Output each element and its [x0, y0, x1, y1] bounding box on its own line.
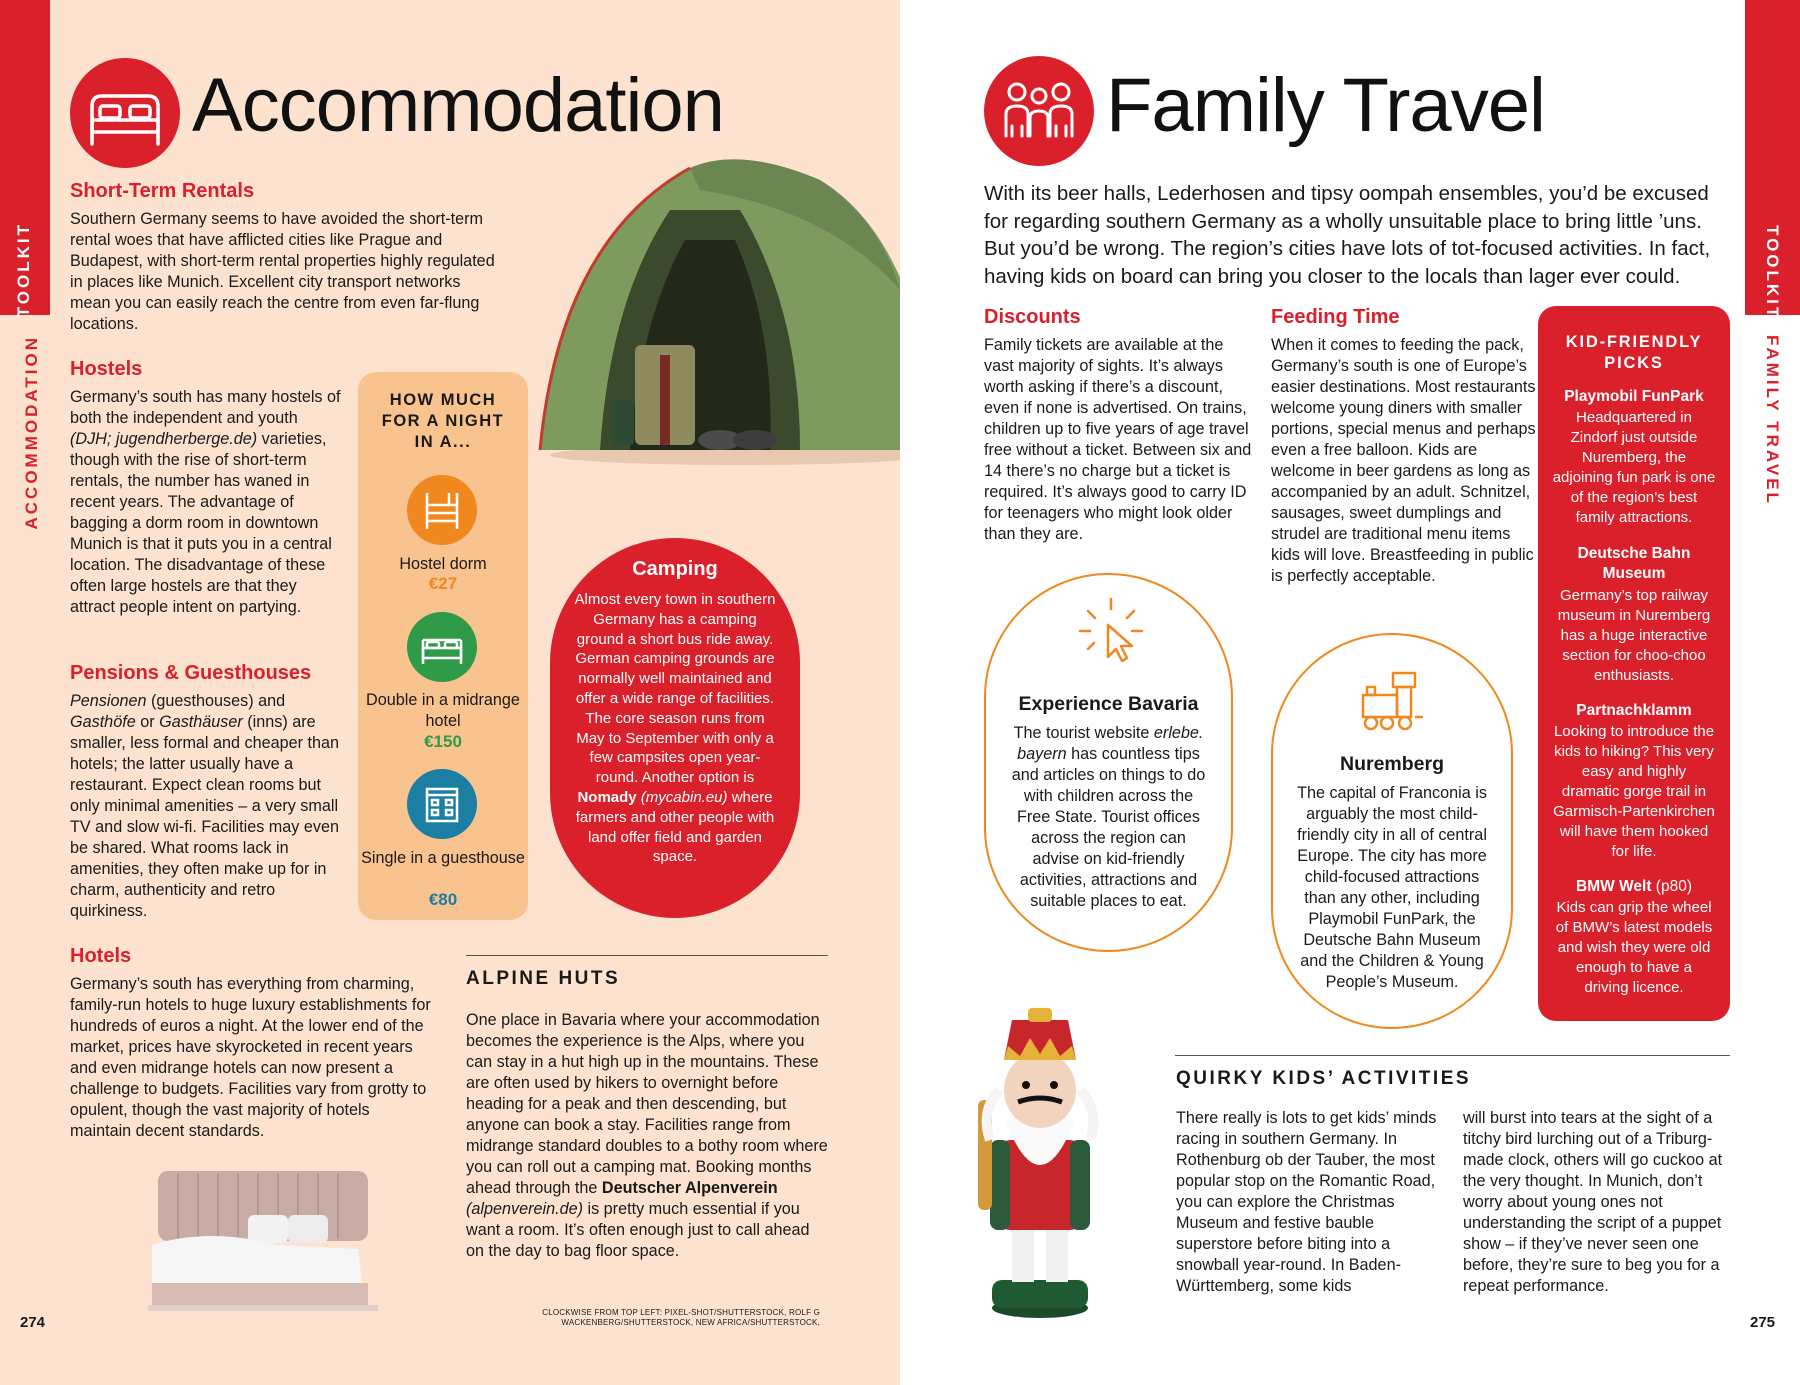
double-bed-icon — [407, 612, 477, 682]
pick-playmobil-name: Playmobil FunPark — [1564, 388, 1704, 405]
erlebe-bayern-link: erlebe. bayern — [1017, 724, 1204, 763]
pensions-text-2: or — [140, 713, 155, 731]
single-guesthouse-price: €80 — [428, 890, 458, 909]
pensions-text — [70, 691, 342, 922]
hostel-dorm-label: Hostel dorm — [399, 555, 487, 573]
quirky-rule — [1175, 1055, 1730, 1056]
bunk-bed-icon — [407, 475, 477, 545]
feeding-text: When it comes to feeding the pack, Germany’s south is one of Europe’s easier destinations. Most restaurants welcome young diners with smaller portions, special menus and perhaps even a free balloon. Kids are welcome in beer gardens as long as accompanied by an adult. Schnitzel, sausages, sweet dumplings and strudel are traditional menu items kids will love. Breastfeeding in public is perfectly acceptable. — [1271, 336, 1536, 585]
pick-partnachklamm-text: Looking to introduce the kids to hiking? This very easy and highly dramatic gorge trail in Garmisch-Partenkirchen will have them hooked for life. — [1553, 723, 1715, 860]
camping-box — [550, 538, 800, 918]
double-hotel-label: Double in a midrange hotel — [366, 691, 520, 730]
short-term-section — [70, 180, 500, 335]
hostels-link: (DJH; jugendherberge.de) — [70, 430, 258, 448]
gasthaeuser-term: Gasthäuser — [159, 713, 243, 731]
hostels-text — [70, 387, 342, 618]
gasthoefe-term: Gasthöfe — [70, 713, 136, 731]
pick-playmobil-text: Headquartered in Zindorf just outside Nuremberg, the adjoining fun park is one of the region’s best family attractions. — [1552, 409, 1716, 526]
family-intro: With its beer halls, Lederhosen and tipsy oompah ensembles, you’d be excused for regarding southern Germany as a wholly unsuitable place to bring little ’uns. But you’d be wrong. The region’s cities have lots of tot-focused activities. In fact, having kids on board can bring you closer to the locals than lager ever could. — [984, 182, 1711, 288]
nomady-link: (mycabin.eu) — [640, 788, 728, 806]
pick-bmw-text: Kids can grip the wheel of BMW’s latest models and wish they were old enough to have a driving licence. — [1555, 899, 1713, 996]
hotels-section — [70, 945, 435, 1142]
nuremberg-box — [1271, 633, 1513, 1029]
feeding-heading: Feeding Time — [1271, 306, 1400, 328]
bavaria-text-b: has countless tips and articles on things to do with children across the Free State. Tourist offices across the region can advise on kid-friendly activities, attractions and suitable places to eat. — [1011, 745, 1206, 910]
left-toolkit-tab — [0, 0, 50, 318]
kid-friendly-picks-box — [1538, 306, 1730, 1021]
alpenverein-name: Deutscher Alpenverein — [601, 1179, 778, 1197]
page-title-right: Family Travel — [1106, 63, 1545, 148]
pick-bmw-name: BMW Welt — [1576, 878, 1652, 895]
quirky-col-2: will burst into tears at the sight of a titchy bird lurching out of a Triburg-made clock, others will go cuckoo at the very thought. In Munich, don’t worry about young ones not understanding the script of a puppet show – if they’ve never seen one before, they’re sure to beg you for a repeat performance. — [1463, 1109, 1723, 1295]
nuremberg-text: The capital of Franconia is arguably the most child-friendly city in all of central Europe. The city has more child-focused attractions than any other, including Playmobil FunPark, the Deutsche Bahn Museum and the Children & Young People’s Museum. — [1297, 784, 1487, 991]
pensions-heading: Pensions & Guesthouses — [70, 662, 312, 684]
tent-image — [500, 150, 960, 470]
guesthouse-icon — [407, 769, 477, 839]
left-section-label: ACCOMMODATION — [22, 335, 41, 530]
discounts-section — [984, 306, 1256, 545]
nuremberg-heading: Nuremberg — [1339, 753, 1445, 775]
alpenverein-link: (alpenverein.de) — [466, 1200, 583, 1218]
alpine-huts-text — [466, 1010, 828, 1262]
discounts-heading: Discounts — [984, 306, 1081, 328]
short-term-text: Southern Germany seems to have avoided the short-term rental woes that have afflicted cities like Prague and Budapest, with short-term rental properties highly regulated in places like Munich. Excellent city transport networks mean you can easily reach the centre from even far-flung locations. — [70, 210, 495, 333]
right-section-label: FAMILY TRAVEL — [1763, 335, 1782, 506]
page-number-left: 274 — [20, 1314, 46, 1331]
alpine-text-b: is pretty much essential if you want a room. It’s often enough just to call ahead on the day to bag floor space. — [466, 1200, 810, 1260]
pensions-text-3: (inns) are smaller, less formal and cheaper than hotels; the latter usually have a restaurant. Expect clean rooms but only minimal amenities – a very small TV and slow wi-fi. Facilities may even be shared. What rooms lack in amenities, they often make up for in charm, authenticity and retro quirkiness. — [70, 713, 340, 920]
short-term-heading: Short-Term Rentals — [70, 180, 255, 202]
single-guesthouse-label: Single in a guesthouse — [361, 849, 525, 867]
hostels-section — [70, 358, 342, 618]
pensions-section — [70, 662, 342, 922]
pick-bmw-page-ref: (p80) — [1655, 878, 1692, 895]
pick-bmw-title — [1538, 878, 1730, 896]
toy-train-icon — [1353, 659, 1433, 739]
right-toolkit-label: TOOLKIT — [1763, 225, 1782, 321]
camping-text-b: where farmers and other people with land offer field and garden space. — [575, 788, 775, 866]
page-number-right: 275 — [1750, 1314, 1776, 1331]
pensionen-term: Pensionen — [70, 692, 147, 710]
picks-title: KID-FRIENDLY PICKS — [1565, 333, 1703, 372]
bavaria-text — [1006, 723, 1211, 912]
bavaria-text-a: The tourist website — [1013, 724, 1150, 742]
hotels-text: Germany’s south has everything from charming, family-run hotels to huge luxury establishments for hundreds of euros a night. At the lower end of the market, prices have skyrocketed in recent years and even midrange hotels can now present a challenge to budgets. Facilities vary from grotty to opulent, though the vast majority of hotels maintain decent standards. — [70, 975, 431, 1140]
feeding-section — [1271, 306, 1543, 587]
bed-image — [148, 1165, 378, 1315]
hostels-text-a: Germany’s south has many hostels of both the independent and youth — [70, 388, 341, 427]
discounts-text: Family tickets are available at the vast majority of sights. It’s always worth asking if there’s a discount, even if none is advertised. On trains, children up to five years of age travel free without a ticket. Between six and 14 there’s no charge but a ticket is required. It’s always good to carry ID for teenagers who might look older than they are. — [984, 336, 1252, 543]
quirky-heading: QUIRKY KIDS’ ACTIVITIES — [1176, 1068, 1472, 1089]
hostels-heading: Hostels — [70, 358, 143, 380]
hostel-dorm-price: €27 — [428, 574, 458, 593]
right-toolkit-tab — [1745, 0, 1800, 321]
camping-text-a: Almost every town in southern Germany has a camping ground a short bus ride away. German camping grounds are normally well maintained and offer a wide range of facilities. The core season runs from May to September with only a few campsites open year-round. Another option is — [574, 591, 776, 787]
alpine-huts-rule — [466, 955, 828, 956]
left-toolkit-label: TOOLKIT — [14, 222, 33, 318]
alpine-huts-heading: ALPINE HUTS — [466, 968, 621, 989]
camping-text — [572, 590, 778, 867]
photo-credits: CLOCKWISE FROM TOP LEFT: PIXEL-SHOT/SHUTTERSTOCK, ROLF G WACKENBERG/SHUTTERSTOCK, NEW AFRICA/SHUTTERSTOCK, — [542, 1308, 820, 1327]
bed-icon — [70, 58, 180, 168]
pick-db-museum-text: Germany’s top railway museum in Nuremberg has a huge interactive section for choo-choo enthusiasts. — [1557, 587, 1711, 684]
alpine-text-a: One place in Bavaria where your accommodation becomes the experience is the Alps, where you can stay in a hut high up in the mountains. These are often used by hikers to overnight before heading for a peak and then descending, but anyone can book a stay. Facilities range from midrange standard doubles to a bothy room where you can roll out a camping mat. Booking months ahead through the — [466, 1011, 828, 1197]
double-hotel-price: €150 — [424, 732, 462, 751]
hostels-text-b: varieties, though with the rise of short-term rentals, the number has waned in recent years. The advantage of bagging a dorm room in downtown Munich is that it puts you in a central location. The disadvantage of these often large hostels are that they attract people intent on partying. — [70, 430, 332, 616]
click-cursor-icon — [1076, 595, 1146, 665]
page-title: Accommodation — [192, 63, 724, 148]
pick-db-museum-name: Deutsche Bahn Museum — [1577, 545, 1691, 582]
pensions-text-1: (guesthouses) and — [151, 692, 286, 710]
hotels-heading: Hotels — [70, 945, 132, 967]
experience-bavaria-box — [984, 573, 1233, 952]
nomady-name: Nomady — [577, 788, 637, 806]
quirky-col-1: There really is lots to get kids’ minds racing in southern Germany. In Rothenburg ob der Tauber, the most popular stop on the Romantic Road, you can explore the Christmas Museum and festive bauble superstore before biting into a snowball year-round. In Baden-Württemberg, some kids — [1176, 1109, 1437, 1295]
pick-partnachklamm-name: Partnachklamm — [1576, 702, 1692, 719]
family-icon — [984, 56, 1094, 166]
how-much-box — [358, 372, 528, 920]
bavaria-heading: Experience Bavaria — [1018, 693, 1199, 715]
how-much-title: HOW MUCH FOR A NIGHT IN A... — [381, 391, 505, 451]
nutcracker-image — [960, 990, 1120, 1320]
camping-heading: Camping — [632, 558, 718, 580]
